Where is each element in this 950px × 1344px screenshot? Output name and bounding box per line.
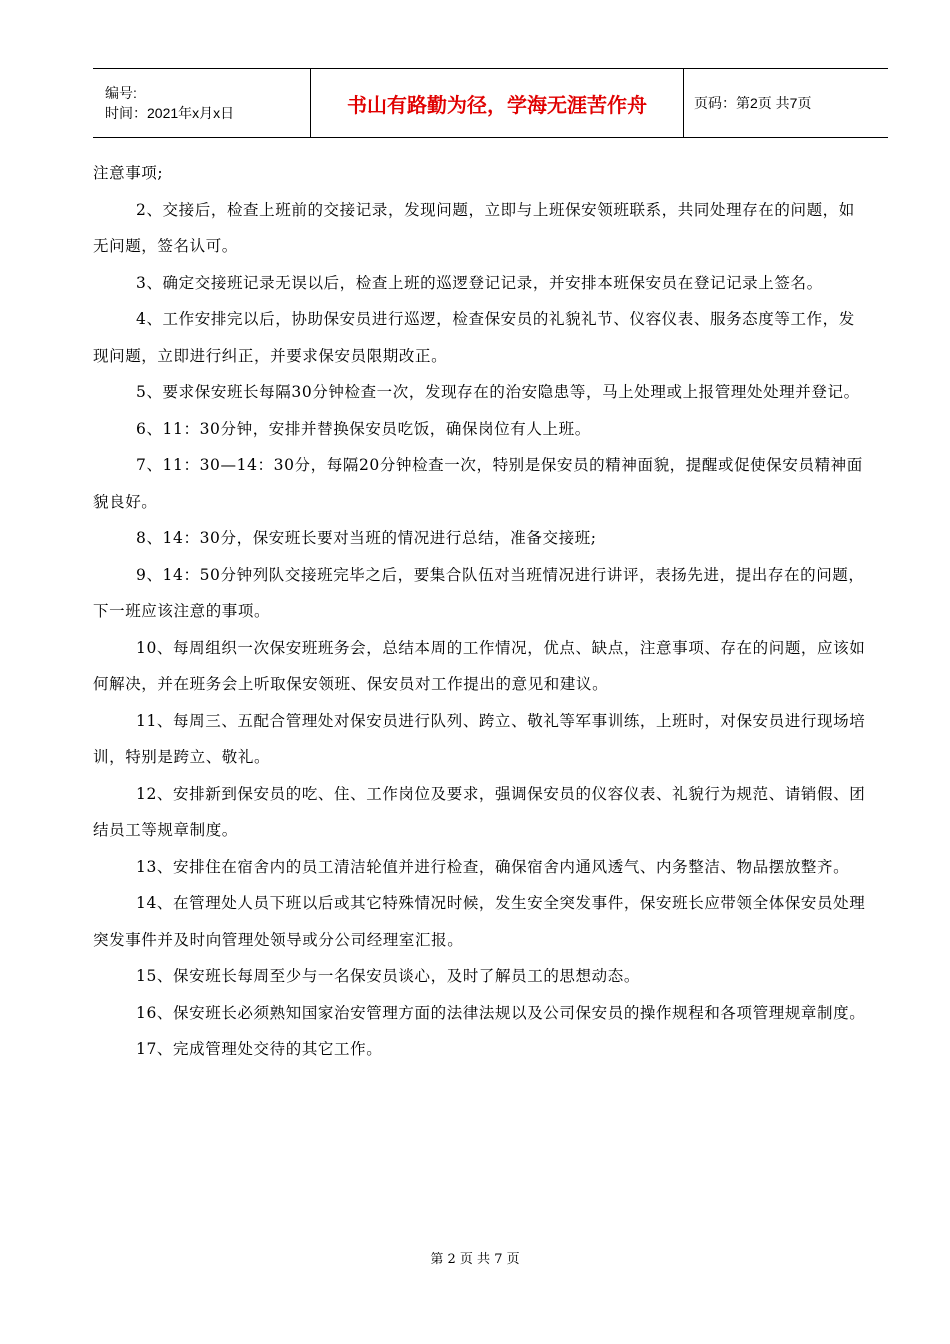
page-header xyxy=(93,68,888,138)
paragraph: 13、安排住在宿舍内的员工清洁轮值并进行检查，确保宿舍内通风透气、内务整洁、物品摆放整齐。 xyxy=(136,857,850,876)
paragraph: 14、在管理处人员下班以后或其它特殊情况时候，发生安全突发事件，保安班长应带领全体保安员处理突发事件并及时向管理处领导或分公司经理室汇报。 xyxy=(93,894,866,949)
page-footer xyxy=(0,1248,950,1267)
paragraph: 16、保安班长必须熟知国家治安管理方面的法律法规以及公司保安员的操作规程和各项管理规章制度。 xyxy=(136,1003,866,1022)
header-page-info: 页码：第2页 共7页 xyxy=(694,95,812,111)
paragraph: 3、确定交接班记录无误以后，检查上班的巡逻登记记录，并安排本班保安员在登记记录上签名。 xyxy=(136,273,823,292)
paragraph: 注意事项; xyxy=(93,164,164,182)
header-motto-cell xyxy=(311,69,684,137)
document-code-label: 编号: xyxy=(105,85,137,101)
header-motto: 书山有路勤为径，学海无涯苦作舟 xyxy=(347,92,647,117)
document-time: 时间：2021年x月x日 xyxy=(105,105,235,121)
paragraph: 8、14：30分，保安班长要对当班的情况进行总结，准备交接班; xyxy=(136,529,597,547)
footer-page-number: 第 2 页 共 7 页 xyxy=(430,1252,520,1267)
paragraph: 6、11：30分钟，安排并替换保安员吃饭，确保岗位有人上班。 xyxy=(136,419,591,438)
paragraph: 7、11：30—14：30分，每隔20分钟检查一次，特别是保安员的精神面貌，提醒或促使保安员精神面貌良好。 xyxy=(93,456,863,511)
paragraph: 12、安排新到保安员的吃、住、工作岗位及要求，强调保安员的仪容仪表、礼貌行为规范、请销假、团结员工等规章制度。 xyxy=(93,784,866,839)
paragraph: 9、14：50分钟列队交接班完毕之后，要集合队伍对当班情况进行讲评，表扬先进，提出存在的问题，下一班应该注意的事项。 xyxy=(93,565,865,620)
paragraph: 2、交接后，检查上班前的交接记录，发现问题，立即与上班保安领班联系，共同处理存在的问题，如无问题，签名认可。 xyxy=(93,200,855,255)
paragraph: 10、每周组织一次保安班班务会，总结本周的工作情况，优点、缺点，注意事项、存在的问题，应该如何解决，并在班务会上听取保安领班、保安员对工作提出的意见和建议。 xyxy=(93,638,866,693)
paragraph: 11、每周三、五配合管理处对保安员进行队列、跨立、敬礼等军事训练，上班时，对保安员进行现场培训，特别是跨立、敬礼。 xyxy=(93,711,866,766)
document-body xyxy=(93,155,868,1068)
paragraph: 17、完成管理处交待的其它工作。 xyxy=(136,1040,383,1058)
header-page-info-cell xyxy=(684,69,888,137)
header-meta xyxy=(93,69,311,137)
paragraph: 15、保安班长每周至少与一名保安员谈心，及时了解员工的思想动态。 xyxy=(136,967,640,985)
paragraph: 4、工作安排完以后，协助保安员进行巡逻，检查保安员的礼貌礼节、仪容仪表、服务态度等工作，发现问题，立即进行纠正，并要求保安员限期改正。 xyxy=(93,310,855,365)
paragraph: 5、要求保安班长每隔30分钟检查一次，发现存在的治安隐患等，马上处理或上报管理处处理并登记。 xyxy=(136,383,860,401)
